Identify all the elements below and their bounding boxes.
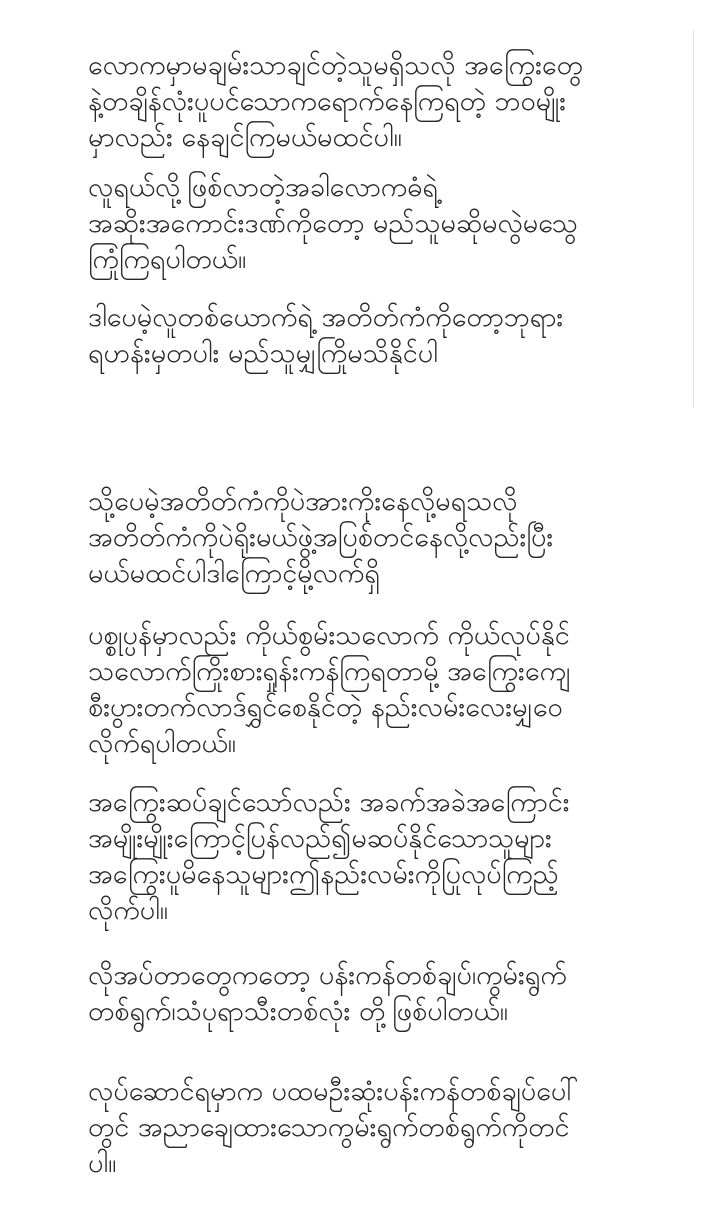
paragraph-6: အကြွေးဆပ်ချင်သော်လည်း အခက်အခဲအကြောင်း အမျိုးမျိုးကြောင့်ပြန်လည်၍မဆပ်နိုင်သောသူများ အကြွေးပူမိနေသူများဤနည်းလမ်းကိုပြုလုပ်ကြည့် လိုက်ပါ။ <box>88 787 570 926</box>
edge-divider <box>693 30 694 408</box>
paragraph-4: သို့ပေမဲ့အတိတ်ကံကိုပဲအားကိုးနေလို့မရသလို အတိတ်ကံကိုပဲရိုးမယ်ဖွဲ့အပြစ်တင်နေလို့လည်းပြီး မယ်မထင်ပါဒါကြောင့်မို့လက်ရှိ <box>88 486 554 589</box>
paragraph-2: လူရယ်လို့ဖြစ်လာတဲ့အခါလောကဓံရဲ့ အဆိုးအကောင်းဒဏ်ကိုတော့ မည်သူမဆိုမလွဲမသွေ ကြုံကြရပါတယ်။ <box>88 172 578 275</box>
paragraph-1: လောကမှာမချမ်းသာချင်တဲ့သူမရှိသလို အကြွေးတွေ နဲ့တချိန်လုံးပူပင်သောကရောက်နေကြရတဲ့ ဘဝမျိုး မှာလည်း နေချင်ကြမယ်မထင်ပါ။ <box>88 50 583 153</box>
paragraph-3: ဒါပေမဲ့လူတစ်ယောက်ရဲ့ အတိတ်ကံကိုတော့ဘုရား ရဟန်းမှတပါး မည်သူမျှကြိုမသိနိုင်ပါ <box>88 302 564 369</box>
paragraph-7: လိုအပ်တာတွေကတော့ ပန်းကန်တစ်ချပ်၊ကွမ်းရွက် တစ်ရွက်၊သံပုရာသီးတစ်လုံး တို့ဖြစ်ပါတယ်။ <box>88 960 567 1027</box>
paragraph-5: ပစ္စုပ္ပန်မှာလည်း ကိုယ်စွမ်းသလောက် ကိုယ်လုပ်နိုင် သလောက်ကြိုးစားရှုန်းကန်ကြရတာမို့ အကြွေးကျေ စီးပွားတက်လာဒ်ရွှင်စေနိုင်တဲ့ နည်းလမ်းလေးမျှဝေ လိုက်ရပါတယ်။ <box>88 620 571 759</box>
paragraph-8: လုပ်ဆောင်ရမှာက ပထမဦးဆုံးပန်းကန်တစ်ချပ်ပေါ် တွင် အညာချေထားသောကွမ်းရွက်တစ်ရွက်ကိုတင် ပါ။ <box>88 1076 579 1179</box>
